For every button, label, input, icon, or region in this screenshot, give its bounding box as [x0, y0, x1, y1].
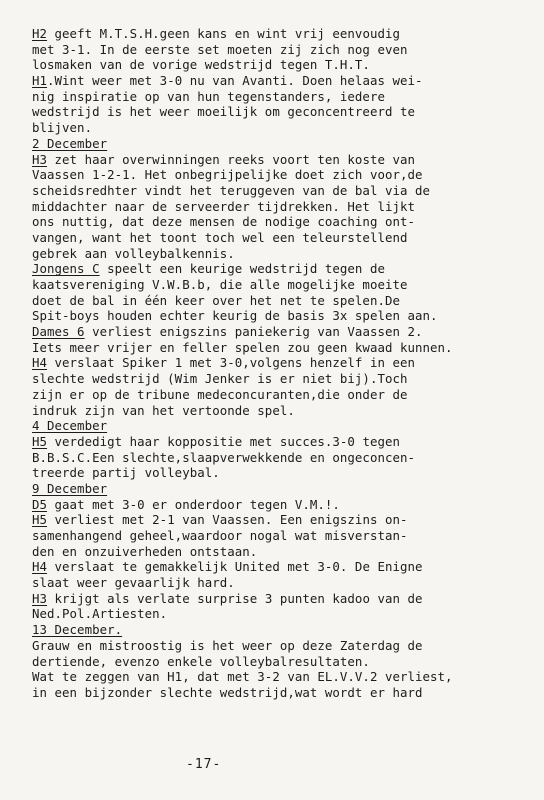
text-line	[32, 387, 532, 403]
text-line	[32, 606, 532, 622]
line-text: Grauw en mistroostig is het weer op deze Zaterdag de	[32, 637, 423, 653]
text-line	[32, 434, 532, 450]
text-line	[32, 183, 532, 199]
text-line	[32, 371, 532, 387]
text-line	[32, 246, 532, 262]
line-text: wedstrijd is het weer moeilijk om geconcentreerd te	[32, 104, 415, 120]
underlined-heading: D5	[32, 496, 48, 512]
line-text: samenhangend geheel,waardoor nogal wat misverstan-	[32, 528, 408, 543]
line-text: middachter naar de serveerder tijdrekken. Het lijkt	[32, 198, 415, 214]
text-line	[32, 481, 532, 497]
text-line	[32, 136, 532, 152]
line-text: indruk zijn van het vertoonde spel.	[32, 402, 295, 418]
text-line	[32, 512, 532, 528]
text-line	[32, 403, 532, 419]
text-line	[32, 73, 532, 89]
text-line	[32, 559, 532, 575]
line-text: ons nuttig, dat deze mensen de nodige coaching ont-	[32, 214, 415, 230]
line-text: Wat te zeggen van H1, dat met 3-2 van EL.V.V.2 verliest,	[32, 669, 453, 685]
line-text: blijven.	[32, 120, 93, 136]
line-text: gaat met 3-0 er onderdoor tegen V.M.!.	[47, 496, 340, 512]
line-text: Ned.Pol.Artiesten.	[32, 606, 168, 622]
underlined-heading: 2 December	[32, 135, 108, 151]
text-line	[32, 638, 532, 654]
line-text: slechte wedstrijd (Wim Jenker is er niet bij).Toch	[32, 371, 408, 387]
text-line	[32, 277, 532, 293]
text-line	[32, 199, 532, 215]
line-text: verliest enigszins paniekerig van Vaassen 2.	[84, 324, 423, 340]
typed-text-block	[32, 26, 532, 701]
line-text: speelt een keurige wedstrijd tegen de	[99, 261, 385, 277]
underlined-heading: H5	[32, 433, 48, 449]
text-line	[32, 42, 532, 58]
line-text: verdedigt haar koppositie met succes.3-0 tegen	[47, 433, 400, 449]
text-line	[32, 26, 532, 42]
line-text: met 3-1. In de eerste set moeten zij zich nog even	[32, 41, 408, 57]
underlined-heading: H3	[32, 151, 48, 167]
underlined-heading: H4	[32, 559, 48, 575]
text-line	[32, 340, 532, 356]
text-line	[32, 104, 532, 120]
line-text: zet haar overwinningen reeks voort ten koste van	[47, 151, 416, 167]
underlined-heading: Jongens C	[32, 261, 100, 277]
line-text: slaat weer gevaarlijk hard.	[32, 575, 235, 591]
line-text: losmaken van de vorige wedstrijd tegen T.H.T.	[32, 57, 370, 73]
line-text: nig inspiratie op van hun tegenstanders, iedere	[32, 88, 385, 104]
text-line	[32, 152, 532, 168]
underlined-heading: 9 December	[32, 480, 108, 496]
text-line	[32, 57, 532, 73]
text-line	[32, 324, 532, 340]
text-line	[32, 544, 532, 560]
underlined-heading: H5	[32, 512, 48, 528]
text-line	[32, 89, 532, 105]
line-text: Vaassen 1-2-1. Het onbegrijpelijke doet zich voor,de	[32, 167, 423, 183]
underlined-heading: 13 December.	[32, 622, 123, 638]
text-line	[32, 465, 532, 481]
text-line	[32, 418, 532, 434]
underlined-heading: H4	[32, 355, 48, 371]
text-line	[32, 261, 532, 277]
text-line	[32, 308, 532, 324]
line-text: den en onzuiverheden ontstaan.	[32, 543, 258, 559]
text-line	[32, 669, 532, 685]
line-text: Iets meer vrijer en feller spelen zou geen kwaad kunnen.	[32, 339, 453, 355]
text-line	[32, 622, 532, 638]
text-line	[32, 293, 532, 309]
text-line	[32, 654, 532, 670]
line-text: verslaat Spiker 1 met 3-0,volgens henzelf in een	[47, 355, 416, 371]
line-text: in een bijzonder slechte wedstrijd,wat wordt er hard	[32, 684, 423, 700]
text-line	[32, 355, 532, 371]
underlined-heading: H2	[32, 26, 48, 41]
text-line	[32, 497, 532, 513]
line-text: zijn er op de tribune medeconcuranten,die onder de	[32, 386, 408, 402]
line-text: verliest met 2-1 van Vaassen. Een enigszins on-	[47, 512, 408, 528]
line-text: B.B.S.C.Een slechte,slaapverwekkende en ongeconcen-	[32, 449, 415, 465]
text-line	[32, 685, 532, 701]
page-number: -17-	[186, 757, 222, 772]
line-text: scheidsredhter vindt het teruggeven van de bal via de	[32, 182, 431, 198]
underlined-heading: Dames 6	[32, 324, 85, 340]
underlined-heading: 4 December	[32, 418, 108, 434]
line-text: .Wint weer met 3-0 nu van Avanti. Doen helaas wei-	[47, 73, 423, 89]
line-text: verslaat te gemakkelijk United met 3-0. De Enigne	[47, 559, 423, 575]
line-text: geeft M.T.S.H.geen kans en wint vrij eenvoudig	[47, 26, 400, 41]
text-line	[32, 528, 532, 544]
text-line	[32, 575, 532, 591]
underlined-heading: H1	[32, 73, 48, 89]
text-line	[32, 214, 532, 230]
underlined-heading: H3	[32, 590, 48, 606]
line-text: vangen, want het toont toch wel een teleurstellend	[32, 229, 408, 245]
text-line	[32, 167, 532, 183]
line-text: doet de bal in één keer over het net te spelen.De	[32, 292, 400, 308]
text-line	[32, 120, 532, 136]
line-text: treerde partij volleybal.	[32, 465, 220, 481]
line-text: dertiende, evenzo enkele volleybalresultaten.	[32, 653, 370, 669]
line-text: gebrek aan volleybalkennis.	[32, 245, 235, 261]
line-text: kaatsvereniging V.W.B.b, die alle mogelijke moeite	[32, 277, 408, 292]
line-text: krijgt als verlate surprise 3 punten kadoo van de	[47, 590, 423, 606]
text-line	[32, 591, 532, 607]
line-text: Spit-boys houden echter keurig de basis 3x spelen aan.	[32, 308, 438, 324]
text-line	[32, 230, 532, 246]
text-line	[32, 450, 532, 466]
